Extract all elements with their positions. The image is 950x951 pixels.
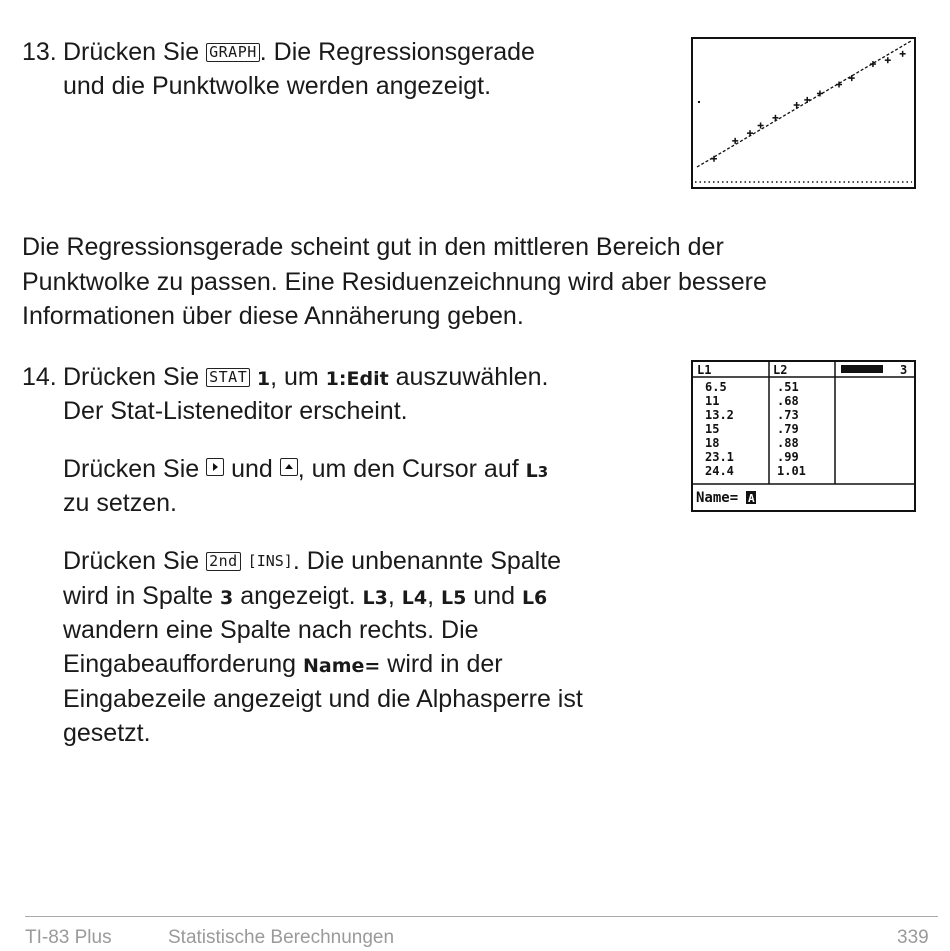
step-number: 14. bbox=[22, 363, 57, 391]
ins-key: [INS] bbox=[247, 552, 293, 570]
up-arrow-key-icon bbox=[280, 458, 298, 476]
step-14-line-6: wird in Spalte 3 angezeigt. L3, L4, L5 und L6 bbox=[63, 582, 548, 610]
footer-chapter: Statistische Berechnungen bbox=[168, 927, 395, 948]
svg-text:A: A bbox=[748, 492, 755, 505]
regression-line bbox=[697, 41, 911, 167]
graph-screen bbox=[691, 37, 916, 189]
step-13-line-2: und die Punktwolke werden angezeigt. bbox=[63, 72, 492, 100]
l2-cell: .68 bbox=[777, 394, 799, 408]
scatter-point bbox=[711, 156, 717, 162]
stat-editor-screen bbox=[691, 360, 916, 512]
l1-cell: 13.2 bbox=[705, 408, 734, 422]
paragraph-line: Punktwolke zu passen. Eine Residuenzeichnung wird aber bessere bbox=[22, 268, 767, 296]
stat-editor-display bbox=[693, 362, 914, 510]
step-14-line-8: Eingabeaufforderung Name= wird in der bbox=[63, 650, 503, 678]
step-14-line-4: zu setzen. bbox=[63, 489, 177, 517]
step-14-line-7: wandern eine Spalte nach rechts. Die bbox=[63, 616, 479, 644]
l2-cell: 1.01 bbox=[777, 464, 806, 478]
l2-column bbox=[777, 380, 806, 478]
l1-cell: 18 bbox=[705, 436, 720, 450]
y-axis-dot bbox=[698, 101, 700, 103]
step-14-line-3: Drücken Sie und , um den Cursor auf L3 bbox=[63, 455, 549, 483]
step-13-line-1: Drücken Sie GRAPH . Die Regressionsgerade bbox=[63, 38, 535, 66]
step-14-line-2: Der Stat-Listeneditor erscheint. bbox=[63, 397, 408, 425]
header-l2: L2 bbox=[773, 363, 788, 377]
l1-cell: 15 bbox=[705, 422, 720, 436]
scatter-point bbox=[794, 102, 800, 108]
l2-cell: .99 bbox=[777, 450, 799, 464]
l1-cell: 24.4 bbox=[705, 464, 734, 478]
entry-line: Name= bbox=[696, 490, 739, 506]
scatter-point bbox=[747, 130, 753, 136]
scatter-point bbox=[900, 51, 906, 57]
scatter-points bbox=[711, 51, 906, 162]
step-14-line-9: Eingabezeile angezeigt und die Alphasperre ist bbox=[63, 685, 583, 713]
paragraph-line: Die Regressionsgerade scheint gut in den mittleren Bereich der bbox=[22, 233, 724, 261]
scatter-point bbox=[772, 115, 778, 121]
footer-page-number: 339 bbox=[897, 927, 929, 948]
scatter-point bbox=[804, 97, 810, 103]
l2-cell: .88 bbox=[777, 436, 799, 450]
l1-column bbox=[705, 380, 734, 478]
paragraph-line: Informationen über diese Annäherung geben. bbox=[22, 302, 524, 330]
l2-cell: .73 bbox=[777, 408, 799, 422]
l2-cell: .79 bbox=[777, 422, 799, 436]
footer-rule bbox=[25, 916, 938, 917]
l1-cell: 23.1 bbox=[705, 450, 734, 464]
unnamed-column-header bbox=[841, 365, 883, 373]
footer-product: TI-83 Plus bbox=[25, 927, 112, 948]
scatter-point bbox=[849, 75, 855, 81]
step-14-line-10: gesetzt. bbox=[63, 719, 151, 747]
stat-key: STAT bbox=[206, 368, 250, 387]
2nd-key: 2nd bbox=[206, 552, 241, 571]
graph-key: GRAPH bbox=[206, 43, 260, 62]
l1-cell: 11 bbox=[705, 394, 720, 408]
step-number: 13. bbox=[22, 38, 57, 66]
header-col3: 3 bbox=[900, 363, 908, 377]
l1-cell: 6.5 bbox=[705, 380, 727, 394]
header-l1: L1 bbox=[697, 363, 712, 377]
scatter-point bbox=[885, 57, 891, 63]
step-14-line-5: Drücken Sie 2nd [INS]. Die unbenannte Spalte bbox=[63, 547, 562, 575]
regression-plot bbox=[693, 39, 914, 187]
right-arrow-key-icon bbox=[206, 458, 224, 476]
step-14-line-1: Drücken Sie STAT 1, um 1:Edit auszuwählen. bbox=[63, 363, 549, 391]
l2-cell: .51 bbox=[777, 380, 799, 394]
